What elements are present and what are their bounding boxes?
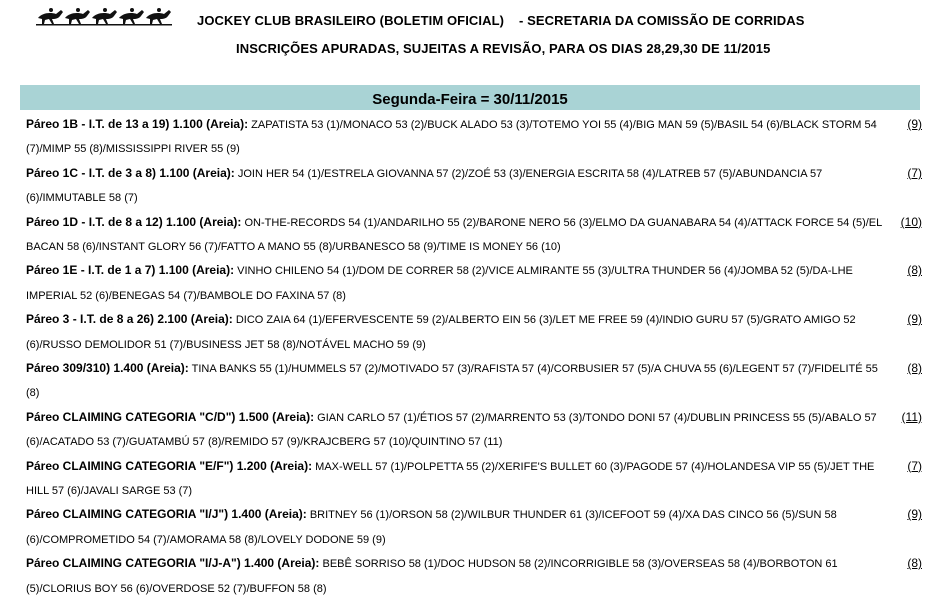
race-text — [26, 307, 886, 357]
race-count: (10) — [900, 214, 922, 229]
race-text — [26, 258, 886, 308]
race-heading: Páreo CLAIMING CATEGORIA "I/J") 1.400 (Areia): — [26, 507, 307, 522]
race-entry — [26, 210, 924, 259]
race-count: (9) — [907, 507, 922, 522]
race-text — [26, 112, 886, 162]
race-entries: ON-THE-RECORDS 54 (1)/ANDARILHO 55 (2)/BARONE NERO 56 (3)/ELMO DA GUANABARA 54 (4)/ATTACK FORCE 54 (5)/EL BACAN 58 (6)/INSTANT GLORY 56 (7)/FATTO A MANO 55 (8)/URBANESCO 58 (9)/TIME IS MONEY 56 (10) — [26, 216, 882, 253]
race-heading: Páreo CLAIMING CATEGORIA "C/D") 1.500 (Areia): — [26, 409, 315, 424]
day-banner: Segunda-Feira = 30/11/2015 — [20, 85, 920, 110]
race-entry — [26, 258, 924, 307]
racing-horses-icon — [36, 4, 172, 26]
race-heading: Páreo 309/310) 1.400 (Areia): — [26, 360, 189, 375]
race-text — [26, 405, 886, 455]
racing-horses-logo-svg — [36, 4, 172, 26]
race-entry — [26, 161, 924, 210]
race-count: (7) — [907, 165, 922, 180]
race-entry — [26, 405, 924, 454]
bulletin-title: JOCKEY CLUB BRASILEIRO (BOLETIM OFICIAL) - SECRETARIA DA COMISSÃO DE CORRIDAS — [197, 13, 805, 28]
race-entry — [26, 502, 924, 551]
race-entry — [26, 454, 924, 503]
race-entries: JOIN HER 54 (1)/ESTRELA GIOVANNA 57 (2)/ZOÉ 53 (3)/ENERGIA ESCRITA 58 (4)/LATREB 57 (5)/ABUNDANCIA 57 (6)/IMMUTABLE 58 (7) — [26, 167, 823, 205]
race-entries: ZAPATISTA 53 (1)/MONACO 53 (2)/BUCK ALADO 53 (3)/TOTEMO YOI 55 (4)/BIG MAN 59 (5)/BASIL 54 (6)/BLACK STORM 54 (7)/MIMP 55 (8)/MISSISSIPPI RIVER 55 (9) — [26, 119, 877, 156]
race-heading: Páreo 1D - I.T. de 8 a 12) 1.100 (Areia): — [26, 214, 242, 229]
race-count: (9) — [907, 117, 922, 131]
race-count: (8) — [907, 556, 922, 571]
race-count: (11) — [901, 409, 922, 424]
race-count: (9) — [907, 312, 922, 327]
race-entries: GIAN CARLO 57 (1)/ÉTIOS 57 (2)/MARRENTO 53 (3)/TONDO DONI 57 (4)/DUBLIN PRINCESS 55 (5)/ABALO 57 (6)/ACATADO 53 (7)/GUATAMBÚ 57 (8)/REMIDO 57 (9)/KRAJCBERG 57 (10)/QUINTINO 57 (11) — [26, 411, 877, 449]
race-heading: Páreo 1C - I.T. de 3 a 8) 1.100 (Areia): — [26, 165, 235, 180]
race-entries: TINA BANKS 55 (1)/HUMMELS 57 (2)/MOTIVADO 57 (3)/RAFISTA 57 (4)/CORBUSIER 57 (5)/A CHUVA 55 (6)/LEGENT 57 (7)/FIDELITÉ 55 (8) — [26, 362, 878, 400]
race-count: (7) — [907, 458, 922, 473]
race-text — [26, 502, 886, 552]
race-entries: MAX-WELL 57 (1)/POLPETTA 55 (2)/XERIFE'S BULLET 60 (3)/PAGODE 57 (4)/HOLANDESA VIP 55 (5)/JET THE HILL 57 (6)/JAVALI SARGE 53 (7) — [26, 460, 875, 497]
race-text — [26, 551, 886, 601]
race-text — [26, 210, 886, 260]
race-count: (8) — [907, 263, 922, 278]
race-text — [26, 454, 886, 504]
race-text — [26, 356, 886, 406]
race-heading: Páreo 1E - I.T. de 1 a 7) 1.100 (Areia): — [26, 263, 235, 278]
race-count: (8) — [907, 360, 922, 375]
bulletin-subtitle: INSCRIÇÕES APURADAS, SUJEITAS A REVISÃO, PARA OS DIAS 28,29,30 DE 11/2015 — [236, 41, 771, 56]
race-entries: VINHO CHILENO 54 (1)/DOM DE CORRER 58 (2)/VICE ALMIRANTE 55 (3)/ULTRA THUNDER 56 (4)/JOMBA 52 (5)/DA-LHE IMPERIAL 52 (6)/BENEGAS 54 (7)/BAMBOLE DO FAXINA 57 (8) — [26, 265, 853, 302]
race-entries: DICO ZAIA 64 (1)/EFERVESCENTE 59 (2)/ALBERTO EIN 56 (3)/LET ME FREE 59 (4)/INDIO GURU 57 (5)/GRATO AMIGO 52 (6)/RUSSO DEMOLIDOR 51 (7)/BUSINESS JET 58 (8)/NOTÁVEL MACHO 59 (9) — [26, 314, 856, 351]
race-list — [26, 112, 924, 600]
race-entries: BRITNEY 56 (1)/ORSON 58 (2)/WILBUR THUNDER 61 (3)/ICEFOOT 59 (4)/XA DAS CINCO 56 (5)/SUN 58 (6)/COMPROMETIDO 54 (7)/AMORAMA 58 (8)/LOVELY DODONE 59 (9) — [26, 509, 837, 546]
race-heading: Páreo 1B - I.T. de 13 a 19) 1.100 (Areia): — [26, 117, 249, 131]
race-heading: Páreo 3 - I.T. de 8 a 26) 2.100 (Areia): — [26, 312, 233, 327]
race-entry — [26, 307, 924, 356]
race-entries: BEBÊ SORRISO 58 (1)/DOC HUDSON 58 (2)/INCORRIGIBLE 58 (3)/OVERSEAS 58 (4)/BORBOTON 61 (5)/CLORIUS BOY 56 (6)/OVERDOSE 52 (7)/BUFFON 58 (8) — [26, 558, 838, 595]
race-text — [26, 161, 886, 211]
race-heading: Páreo CLAIMING CATEGORIA "E/F") 1.200 (Areia): — [26, 458, 313, 473]
race-entry — [26, 551, 924, 600]
race-entry — [26, 112, 924, 161]
race-heading: Páreo CLAIMING CATEGORIA "I/J-A") 1.400 (Areia): — [26, 556, 320, 571]
race-entry — [26, 356, 924, 405]
